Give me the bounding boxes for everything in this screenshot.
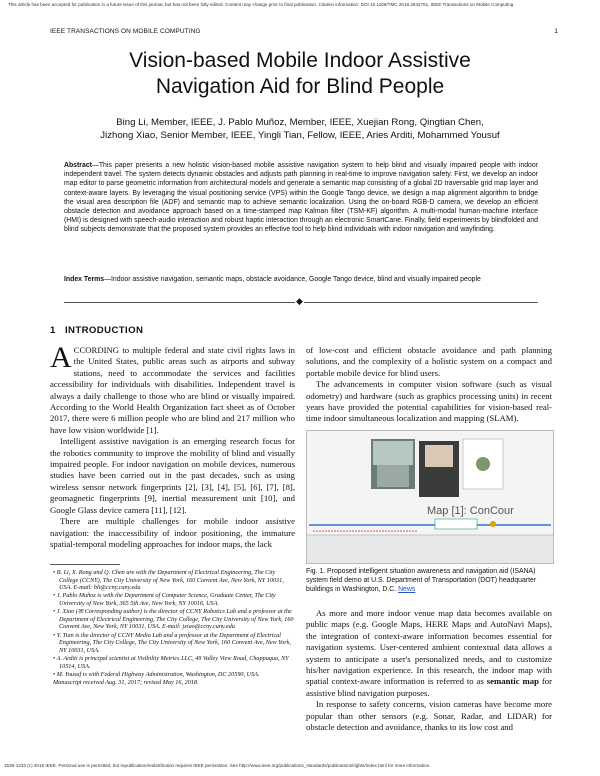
figure-caption [306,568,552,594]
semantic-map-term: semantic map [486,676,539,687]
intro-column-left [50,341,295,550]
lead-word: CCORDING [73,345,120,355]
intro-paragraph-3-continued: of low-cost and efficient obstacle avoidance and path planning solutions, and the complexity of a holistic system on a compact and portable mobile device for blind users. [306,345,552,378]
index-terms-label: Index Terms [64,276,105,283]
footnote: • Y. Tian is the director of CCNY Media Lab and a professor at the Department of Electrical Engineering, The City College, The City University of New York, 160 Convent Ave, New York, NY 10031, USA. [53,631,291,654]
author-list [40,116,560,142]
footnote-rule [50,564,120,565]
copyright-footer: 1536-1233 (c) 2018 IEEE. Personal use is permitted, but republication/redistribution requires IEEE permission. See http://www.ieee.org/publications_standards/publications/rights/index.html for more information. [4,763,431,768]
page-number: 1 [554,28,558,35]
intro-column-right-top [306,345,552,425]
paragraph-1-body: to multiple federal and state civil rights laws in the United States, public areas such as airports and subway stations, need to accommodate the services and facilities accessibility for individuals with disabilities. Independent travel is always a daily challenge to those who are blind or visually impaired. According to the World Health Organization fact sheet as of October 2017, there were 6 million people who are blind and 217 million who have low vision worldwide [1]. [50,345,295,435]
publication-notice: This article has been accepted for publication in a future issue of this journal, but has not been fully edited. Content may change prior to final publication. Citation information: DOI 10.1109/TMC.2018.2842751, IEEE Transactions on Mobile Computing [8,2,514,7]
section-title: INTRODUCTION [64,325,144,336]
footnote: • J. Xiao (✉ Corresponding author) is the director of CCNY Robotics Lab and a professor at the Department of Electrical Engineering, The City College, The City University of New York, 160 Convent Ave, New York, NY 10031, USA. E-mail: jxiao@ccny.cuny.edu [53,608,294,631]
paragraph-5-text: As more and more indoor venue map data becomes available on public maps (e.g. Google Maps, HERE Maps and AutoNavi Maps), the integration of context-aware information becomes essential for navigation systems. User-centered ambient contextual data allows a system to anticipate a user's personalized needs, and to customize his/her navigation experience. In this research, the indoor map with spatial context-aware information is referred to as [306,608,552,687]
title-line-1: Vision-based Mobile Indoor Assistive [129,49,471,72]
index-terms [64,275,538,284]
footnote-text: A. Arditi is principal scientist at Visibility Metrics LLC, 49 Valley View Road, Chappaqua, NY 10514, USA. [56,654,289,670]
intro-paragraph-2: Intelligent assistive navigation is an emerging research focus for the robotics community to improve the mobility of blind and visually impaired people. For indoor navigation on mobile devices, numerous studies have been carried out in the past decades, such as using wireless sensor network fingerprints [2], [3], [4], [5], [6], [7], [8], geomagnetic fingerprints [9], inertial measurement unit [10], and Google Glass device camera [11], [12]. [50,436,295,515]
intro-paragraph-5 [306,608,552,699]
title-line-2: Navigation Aid for Blind People [155,75,445,98]
authors-line-1: Bing Li, Member, IEEE, J. Pablo Muñoz, Member, IEEE, Xuejian Rong, Qingtian Chen, [116,117,484,128]
intro-paragraph-6: In response to safety concerns, vision cameras have become more popular than other sensors (e.g. Sonar, Radar, and LIDAR) for obstacle detection and avoidance, thanks to its low cost and [306,699,552,733]
abstract [64,161,538,235]
footnote: • B. Li, X. Rong and Q. Chen are with the Department of Electrical Engineering, The City College (CCNY), The City University of New York, 160 Convent Ave, New York, NY 10031, USA. E-mail: bli@ccny.cuny.edu [53,569,284,592]
journal-name: IEEE TRANSACTIONS ON MOBILE COMPUTING [50,28,201,35]
running-header [50,28,558,35]
index-terms-text: —Indoor assistive navigation, semantic maps, obstacle avoidance, Google Tango device, blind and visually impaired people [104,276,481,283]
divider-diamond-icon: ◆ [296,297,303,307]
figure-1-image [307,431,553,563]
news-link[interactable]: News [398,585,416,593]
footnote: • A. Arditi is principal scientist at Visibility Metrics LLC, 49 Valley View Road, Chappaqua, NY 10514, USA. [53,654,289,670]
caption-text: Fig. 1. Proposed intelligent situation awareness and navigation aid (ISANA) system field demo at U.S. Department of Transportation (DOT) headquarter buildings in Washington, D.C. [306,568,537,593]
footnote: • M. Yousuf is with Federal Highway Administration, Washington, DC 20590, USA. [53,670,260,678]
drop-cap: A [50,341,72,374]
abstract-text: —This paper presents a new holistic vision-based mobile assistive navigation system to help blind and visually impaired people with indoor independent travel. The system detects dynamic obstacles and adjusts path planning in real-time to improve navigation safety. First, we develop an indoor map editor to parse geometric information from architectural models and generate a semantic map consisting of a global 2D traversable grid map layer and context-aware layers. By leveraging the visual positioning service (VPS) within the Google Tango device, we design a map alignment algorithm to bridge the visual area description file (ADF) and semantic map to achieve semantic localization. Using the on-board RGB-D camera, we develop an efficient obstacle detection and avoidance approach based on a time-stamped map Kalman filter (TSM-KF) algorithm. A multi-modal human-machine interface (HMI) is designed with speech-audio interaction and robust haptic interaction through an electronic SmartCane. Finally, field experiments by blindfolded and blind subjects demonstrate that the proposed system provides an effective tool to help blind individuals with indoor navigation and wayfinding. [64,162,538,234]
intro-paragraph-4: The advancements in computer vision software (such as visual odometry) and hardware (such as graphics processing units) in recent years have provided the potential capabilities for vision-based real-time indoor simultaneous localization and mapping (SLAM). [306,379,552,424]
intro-paragraph-1 [50,341,295,436]
footnote-text: J. Xiao (✉ Corresponding author) is the director of CCNY Robotics Lab and a professor at the Department of Electrical Engineering, The City College, The City University of New York, 160 Convent Ave, New York, NY 10031, USA. E-mail: jxiao@ccny.cuny.edu [56,608,294,631]
section-heading [50,325,143,336]
footnote-text: J. Pablo Muñoz is with the Department of Computer Science, Graduate Center, The City University of New York, 365 5th Ave, New York, NY 10016, USA. [56,592,276,607]
figure-1 [306,430,554,564]
footnote-text: Y. Tian is the director of CCNY Media Lab and a professor at the Department of Electrical Engineering, The City College, The City University of New York, 160 Convent Ave, New York, NY 10031, USA. [56,631,291,654]
intro-column-right-bottom [306,608,552,733]
intro-paragraph-3: There are multiple challenges for mobile indoor assistive navigation: the inaccessibility of indoor positioning, the immature spatial-temporal modeling approaches for indoor maps, the lack [50,516,295,549]
footnote: • J. Pablo Muñoz is with the Department of Computer Science, Graduate Center, The City University of New York, 365 5th Ave, New York, NY 10016, USA. [53,592,276,607]
footnote-text: B. Li, X. Rong and Q. Chen are with the Department of Electrical Engineering, The City College (CCNY), The City University of New York, 160 Convent Ave, New York, NY 10031, USA. E-mail: bli@ccny.cuny.edu [56,569,284,592]
paragraph-5-end: for assistive blind navigation purposes. [306,676,552,698]
abstract-label: Abstract [64,162,92,169]
map-label: Map [1]: ConCour [427,505,514,517]
footnote-text: M. Yousuf is with Federal Highway Administration, Washington, DC 20590, USA. [56,670,260,678]
authors-line-2: Jizhong Xiao, Senior Member, IEEE, Yingli Tian, Fellow, IEEE, Aries Arditi, Mohammed Yousuf [100,130,500,141]
manuscript-dates: Manuscript received Aug. 31, 2017; revised May 16, 2018. [53,678,199,686]
footnotes [50,569,295,686]
section-number: 1 [50,325,56,336]
paper-title [40,48,560,100]
